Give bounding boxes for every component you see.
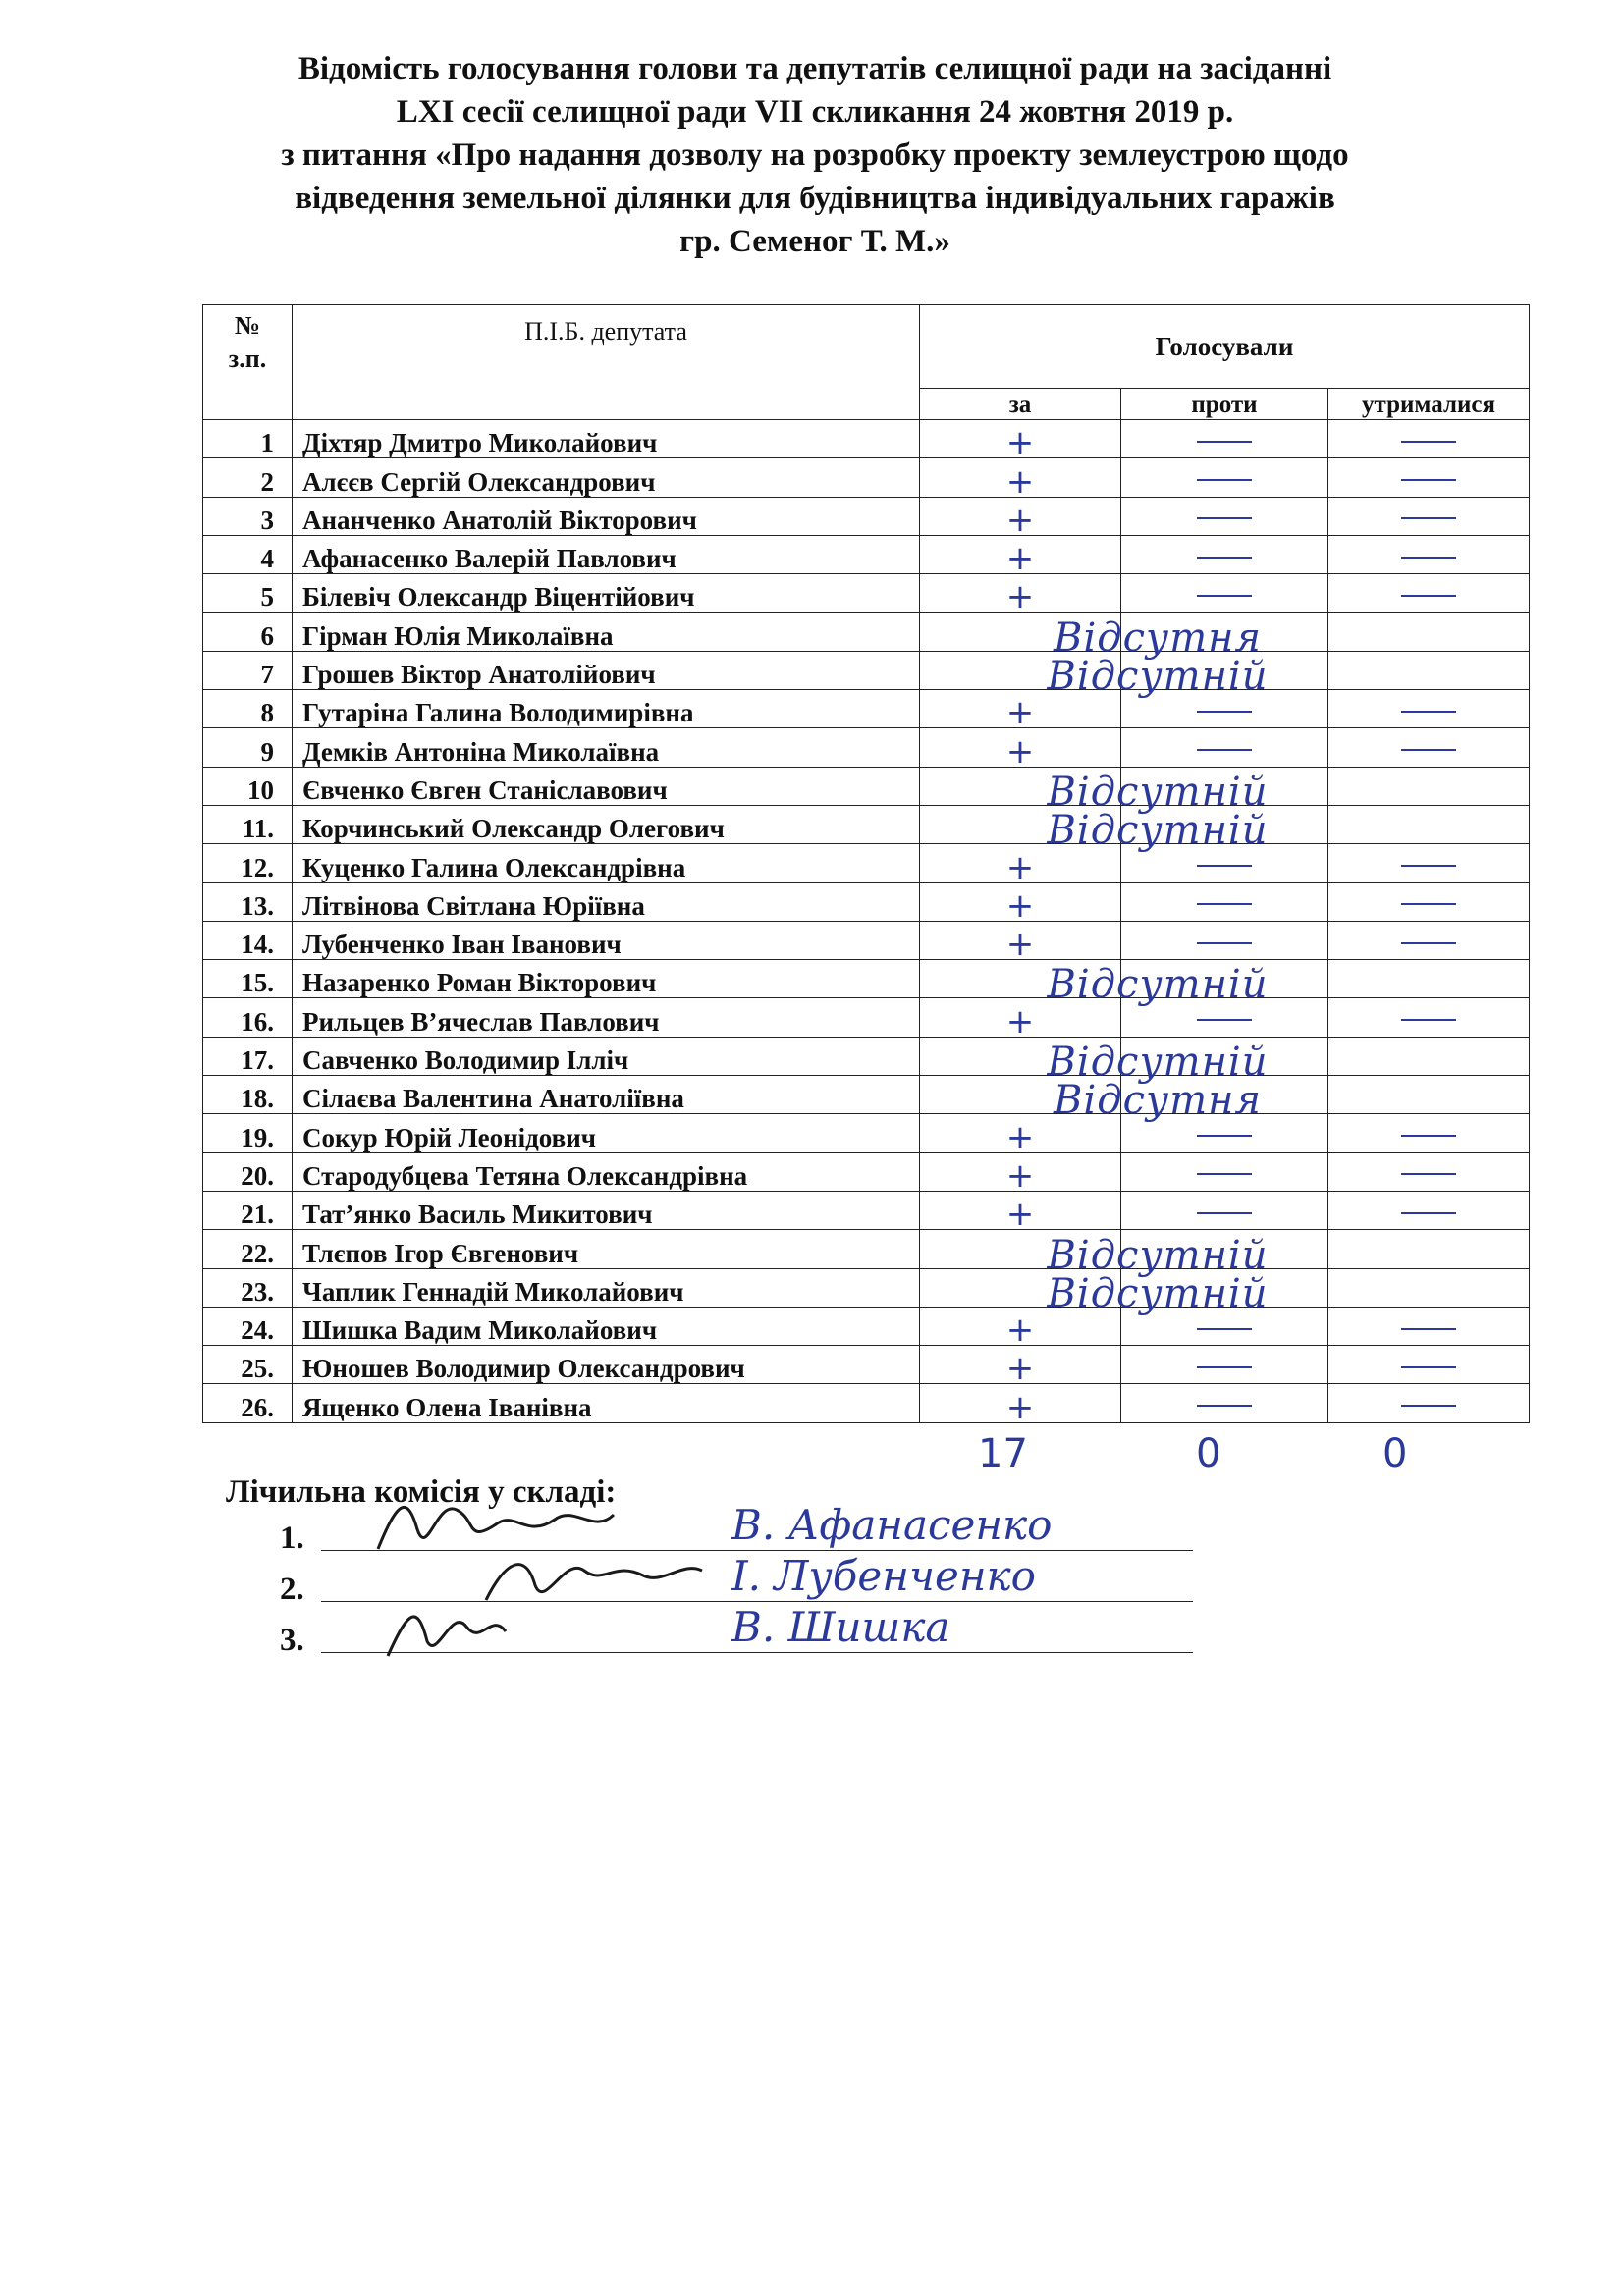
vote-utrymalysia-cell <box>1328 921 1530 959</box>
vote-proty-cell <box>1121 1037 1328 1075</box>
vote-proty-cell <box>1121 728 1328 767</box>
dash-mark <box>1197 1019 1252 1021</box>
vote-za-cell <box>920 1076 1262 1124</box>
vote-proty-cell <box>1121 535 1328 573</box>
deputy-name: Чаплик Геннадій Миколайович <box>293 1268 920 1307</box>
vote-za-cell: + <box>920 1152 1121 1191</box>
vote-za-cell: + <box>920 1384 1121 1422</box>
vote-za-cell: + <box>920 690 1121 728</box>
row-number: 14. <box>203 921 293 959</box>
header-line-4: відведення земельної ділянки для будівництва індивідуальних гаражів <box>295 181 1335 216</box>
commission-member-3 <box>280 1603 1193 1658</box>
vote-utrymalysia-cell <box>1328 1152 1530 1191</box>
row-number: 1 <box>203 420 293 458</box>
row-number: 11. <box>203 805 293 843</box>
table-row <box>203 844 1530 882</box>
row-number: 2 <box>203 458 293 497</box>
vote-za-cell <box>920 1268 1269 1316</box>
vote-za-cell: + <box>920 1114 1121 1152</box>
table-row <box>203 1037 1530 1075</box>
deputy-name: Демків Антоніна Миколаївна <box>293 728 920 767</box>
deputy-name: Рильцев В’ячеслав Павлович <box>293 998 920 1037</box>
row-number: 26. <box>203 1384 293 1422</box>
deputy-name: Гірман Юлія Миколаївна <box>293 613 920 651</box>
vote-proty-cell <box>1121 651 1328 689</box>
table-row <box>203 1346 1530 1384</box>
header-line-1: Відомість голосування голови та депутатів селищної ради на засіданні <box>298 51 1332 86</box>
vote-utrymalysia-cell <box>1328 574 1530 613</box>
deputy-name: Стародубцева Тетяна Олександрівна <box>293 1152 920 1191</box>
vote-proty-cell <box>1121 767 1328 805</box>
deputy-name: Шишка Вадим Миколайович <box>293 1307 920 1345</box>
deputy-name: Ященко Олена Іванівна <box>293 1384 920 1422</box>
deputy-name: Літвінова Світлана Юріївна <box>293 882 920 921</box>
vote-proty-cell <box>1121 497 1328 535</box>
absent-mark: Відсутній <box>1047 962 1269 1008</box>
vote-proty-cell <box>1121 1191 1328 1229</box>
absent-mark: Відсутній <box>1047 1040 1269 1086</box>
dash-mark <box>1197 903 1252 905</box>
deputy-name: Куценко Галина Олександрівна <box>293 844 920 882</box>
vote-utrymalysia-cell <box>1328 805 1530 843</box>
dash-mark <box>1401 517 1456 519</box>
row-number: 4 <box>203 535 293 573</box>
dash-mark <box>1401 557 1456 559</box>
header-line-5: гр. Семеног Т. М.» <box>679 224 950 259</box>
table-row <box>203 1384 1530 1422</box>
vote-utrymalysia-cell <box>1328 613 1530 651</box>
row-number: 10 <box>203 767 293 805</box>
vote-proty-cell <box>1121 1076 1328 1114</box>
deputy-name: Корчинський Олександр Олегович <box>293 805 920 843</box>
deputy-name: Євченко Євген Станіславович <box>293 767 920 805</box>
vote-proty-cell <box>1121 805 1328 843</box>
absent-mark: Відсутній <box>1047 1232 1269 1278</box>
vote-utrymalysia-cell <box>1328 497 1530 535</box>
vote-za-cell: + <box>920 882 1121 921</box>
dash-mark <box>1197 1173 1252 1175</box>
vote-utrymalysia-cell <box>1328 1230 1530 1268</box>
deputy-name: Юношев Володимир Олександрович <box>293 1346 920 1384</box>
dash-mark <box>1401 479 1456 481</box>
vote-utrymalysia-cell <box>1328 1191 1530 1229</box>
deputy-name: Афанасенко Валерій Павлович <box>293 535 920 573</box>
vote-za-cell <box>920 613 1262 661</box>
table-row <box>203 1307 1530 1345</box>
column-header-proty: проти <box>1121 389 1328 420</box>
vote-utrymalysia-cell <box>1328 882 1530 921</box>
vote-utrymalysia-cell <box>1328 767 1530 805</box>
deputy-name: Гутаріна Галина Володимирівна <box>293 690 920 728</box>
table-row <box>203 1114 1530 1152</box>
vote-za-cell: + <box>920 1191 1121 1229</box>
vote-utrymalysia-cell <box>1328 690 1530 728</box>
vote-za-cell: + <box>920 728 1121 767</box>
member-index: 3. <box>280 1623 304 1658</box>
row-number: 17. <box>203 1037 293 1075</box>
row-number: 8 <box>203 690 293 728</box>
vote-utrymalysia-cell <box>1328 1346 1530 1384</box>
vote-proty-cell <box>1121 882 1328 921</box>
table-row <box>203 690 1530 728</box>
dash-mark <box>1197 441 1252 443</box>
dash-mark <box>1401 1173 1456 1175</box>
total-za: 17 <box>978 1431 1028 1476</box>
dash-mark <box>1197 517 1252 519</box>
table-row <box>203 1076 1530 1114</box>
deputy-name: Сокур Юрій Леонідович <box>293 1114 920 1152</box>
row-number: 5 <box>203 574 293 613</box>
vote-za-cell: + <box>920 574 1121 613</box>
absent-mark: Відсутній <box>1047 769 1269 815</box>
row-number: 7 <box>203 651 293 689</box>
dash-mark <box>1401 1019 1456 1021</box>
vote-proty-cell <box>1121 574 1328 613</box>
total-utrymalysia: 0 <box>1382 1431 1408 1476</box>
vote-proty-cell <box>1121 420 1328 458</box>
table-row <box>203 960 1530 998</box>
vote-za-cell <box>920 1037 1269 1086</box>
vote-za-cell <box>920 767 1269 815</box>
dash-mark <box>1401 1366 1456 1368</box>
vote-proty-cell <box>1121 1152 1328 1191</box>
vote-za-cell: + <box>920 921 1121 959</box>
vote-za-cell: + <box>920 998 1121 1037</box>
column-header-number <box>203 305 293 420</box>
vote-za-cell <box>920 805 1269 854</box>
row-number: 6 <box>203 613 293 651</box>
signature-scribble <box>368 1592 722 1661</box>
vote-proty-cell <box>1121 1346 1328 1384</box>
vote-za-cell <box>920 1230 1269 1278</box>
absent-mark: Відсутній <box>1047 654 1269 700</box>
dash-mark <box>1401 1212 1456 1214</box>
column-header-number-l2: з.п. <box>228 345 267 373</box>
vote-proty-cell <box>1121 458 1328 497</box>
dash-mark <box>1401 595 1456 597</box>
dash-mark <box>1401 1405 1456 1407</box>
row-number: 9 <box>203 728 293 767</box>
table-body <box>203 420 1530 1427</box>
absent-mark: Відсутня <box>1054 1078 1262 1124</box>
member-name-handwritten: В. Шишка <box>731 1603 950 1651</box>
vote-utrymalysia-cell <box>1328 1307 1530 1345</box>
dash-mark <box>1401 903 1456 905</box>
vote-proty-cell <box>1121 1384 1328 1422</box>
dash-mark <box>1197 1405 1252 1407</box>
member-index: 2. <box>280 1572 304 1607</box>
row-number: 16. <box>203 998 293 1037</box>
column-header-utrymalysia: утрималися <box>1328 389 1530 420</box>
table-row <box>203 1152 1530 1191</box>
vote-za-cell: + <box>920 1307 1121 1345</box>
header-line-2: LXI сесії селищної ради VII скликання 24 жовтня 2019 р. <box>396 94 1234 130</box>
table-row <box>203 1268 1530 1307</box>
row-number: 19. <box>203 1114 293 1152</box>
vote-za-cell: + <box>920 420 1121 458</box>
vote-za-cell: + <box>920 535 1121 573</box>
dash-mark <box>1401 749 1456 751</box>
row-number: 15. <box>203 960 293 998</box>
member-name-handwritten: В. Афанасенко <box>731 1501 1053 1549</box>
column-header-number-l1: № <box>234 311 261 340</box>
dash-mark <box>1401 1135 1456 1137</box>
row-number: 3 <box>203 497 293 535</box>
vote-utrymalysia-cell <box>1328 960 1530 998</box>
absent-mark: Відсутній <box>1047 1270 1269 1316</box>
voting-table <box>202 304 1530 1427</box>
vote-utrymalysia-cell <box>1328 844 1530 882</box>
dash-mark <box>1401 441 1456 443</box>
table-row <box>203 921 1530 959</box>
deputy-name: Алєєв Сергій Олександрович <box>293 458 920 497</box>
vote-za-cell: + <box>920 497 1121 535</box>
row-number: 18. <box>203 1076 293 1114</box>
vote-proty-cell <box>1121 1230 1328 1268</box>
table-row <box>203 998 1530 1037</box>
vote-za-cell <box>920 651 1269 700</box>
vote-utrymalysia-cell <box>1328 1384 1530 1422</box>
dash-mark <box>1197 865 1252 867</box>
dash-mark <box>1197 1366 1252 1368</box>
table-row <box>203 882 1530 921</box>
vote-totals <box>0 1431 1624 1480</box>
table-row <box>203 767 1530 805</box>
vote-utrymalysia-cell <box>1328 728 1530 767</box>
dash-mark <box>1197 1135 1252 1137</box>
vote-proty-cell <box>1121 921 1328 959</box>
table-row <box>203 535 1530 573</box>
dash-mark <box>1401 942 1456 944</box>
dash-mark <box>1197 557 1252 559</box>
member-name-handwritten: І. Лубенченко <box>731 1552 1036 1600</box>
table-row <box>203 1230 1530 1268</box>
deputy-name: Назаренко Роман Вікторович <box>293 960 920 998</box>
vote-utrymalysia-cell <box>1328 1076 1530 1114</box>
absent-mark: Відсутня <box>1054 614 1262 661</box>
vote-proty-cell <box>1121 960 1328 998</box>
vote-utrymalysia-cell <box>1328 420 1530 458</box>
table-row <box>203 1191 1530 1229</box>
dash-mark <box>1401 711 1456 713</box>
member-index: 1. <box>280 1521 304 1556</box>
deputy-name: Діхтяр Дмитро Миколайович <box>293 420 920 458</box>
absent-mark: Відсутній <box>1047 808 1269 854</box>
dash-mark <box>1197 1328 1252 1330</box>
dash-mark <box>1197 595 1252 597</box>
table-row <box>203 497 1530 535</box>
vote-utrymalysia-cell <box>1328 651 1530 689</box>
deputy-name: Тлєпов Ігор Євгенович <box>293 1230 920 1268</box>
vote-utrymalysia-cell <box>1328 1114 1530 1152</box>
vote-za-cell <box>920 960 1269 1008</box>
table-row <box>203 728 1530 767</box>
deputy-name: Тат’янко Василь Микитович <box>293 1191 920 1229</box>
column-header-za: за <box>920 389 1121 420</box>
deputy-name: Ананченко Анатолій Вікторович <box>293 497 920 535</box>
row-number: 12. <box>203 844 293 882</box>
deputy-name: Білевіч Олександр Віцентійович <box>293 574 920 613</box>
vote-za-cell: + <box>920 458 1121 497</box>
dash-mark <box>1197 942 1252 944</box>
row-number: 21. <box>203 1191 293 1229</box>
dash-mark <box>1197 1212 1252 1214</box>
vote-za-cell: + <box>920 844 1121 882</box>
dash-mark <box>1197 749 1252 751</box>
table-row <box>203 458 1530 497</box>
vote-proty-cell <box>1121 1268 1328 1307</box>
dash-mark <box>1197 479 1252 481</box>
table-row <box>203 574 1530 613</box>
table-row <box>203 805 1530 843</box>
row-number: 20. <box>203 1152 293 1191</box>
row-number: 24. <box>203 1307 293 1345</box>
total-proty: 0 <box>1196 1431 1221 1476</box>
vote-utrymalysia-cell <box>1328 1268 1530 1307</box>
table-row <box>203 420 1530 458</box>
row-number: 13. <box>203 882 293 921</box>
row-number: 23. <box>203 1268 293 1307</box>
deputy-name: Сілаєва Валентина Анатоліївна <box>293 1076 920 1114</box>
vote-proty-cell <box>1121 613 1328 651</box>
vote-za-cell: + <box>920 1346 1121 1384</box>
deputy-name: Грошев Віктор Анатолійович <box>293 651 920 689</box>
vote-utrymalysia-cell <box>1328 1037 1530 1075</box>
vote-utrymalysia-cell <box>1328 535 1530 573</box>
row-number: 22. <box>203 1230 293 1268</box>
table-row <box>203 613 1530 651</box>
table-row <box>203 651 1530 689</box>
counting-commission-label: Лічильна комісія у складі: <box>226 1474 617 1510</box>
document-header <box>177 47 1453 263</box>
vote-utrymalysia-cell <box>1328 998 1530 1037</box>
dash-mark <box>1401 865 1456 867</box>
dash-mark <box>1197 711 1252 713</box>
row-number: 25. <box>203 1346 293 1384</box>
deputy-name: Лубенченко Іван Іванович <box>293 921 920 959</box>
vote-utrymalysia-cell <box>1328 458 1530 497</box>
column-header-voted: Голосували <box>920 305 1530 389</box>
header-line-3: з питання «Про надання дозволу на розробку проекту землеустрою щодо <box>281 137 1349 173</box>
deputy-name: Савченко Володимир Ілліч <box>293 1037 920 1075</box>
column-header-name: П.І.Б. депутата <box>293 305 920 420</box>
dash-mark <box>1401 1328 1456 1330</box>
